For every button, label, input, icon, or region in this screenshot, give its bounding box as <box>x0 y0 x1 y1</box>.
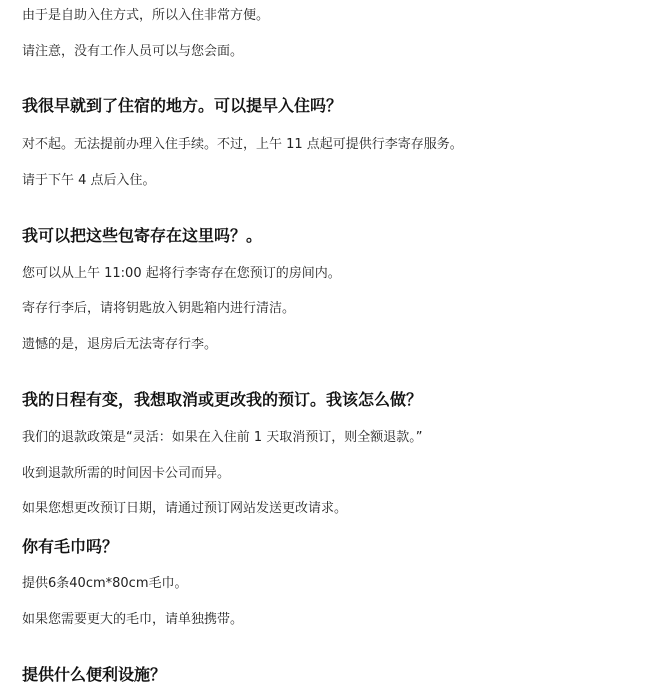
question-luggage-storage: 我可以把这些包寄存在这里吗？。 <box>22 226 263 245</box>
answer-luggage-storage-3: 遗憾的是，退房后无法寄存行李。 <box>22 337 218 352</box>
answer-early-checkin-2: 请于下午 4 点后入住。 <box>22 173 156 188</box>
answer-luggage-storage-2: 寄存行李后，请将钥匙放入钥匙箱内进行清洁。 <box>22 301 296 316</box>
answer-cancel-change-3: 如果您想更改预订日期，请通过预订网站发送更改请求。 <box>22 501 348 516</box>
question-towels: 你有毛巾吗？ <box>22 537 119 556</box>
answer-towels-2: 如果您需要更大的毛巾，请单独携带。 <box>22 612 244 627</box>
question-early-checkin: 我很早就到了住宿的地方。可以提早入住吗？ <box>22 96 343 115</box>
intro-line-2: 请注意，没有工作人员可以与您会面。 <box>22 44 244 59</box>
answer-early-checkin-1: 对不起。无法提前办理入住手续。不过，上午 11 点起可提供行李寄存服务。 <box>22 137 463 152</box>
question-amenities: 提供什么便利设施？ <box>22 665 167 684</box>
question-cancel-change: 我的日程有变，我想取消或更改我的预订。我该怎么做？ <box>22 390 423 409</box>
answer-towels-1: 提供6条40cm*80cm毛巾。 <box>22 576 188 591</box>
answer-luggage-storage-1: 您可以从上午 11:00 起将行李寄存在您预订的房间内。 <box>22 266 341 281</box>
answer-cancel-change-1: 我们的退款政策是“灵活：如果在入住前 1 天取消预订，则全额退款。” <box>22 430 423 445</box>
intro-line-1: 由于是自助入住方式，所以入住非常方便。 <box>22 8 270 23</box>
answer-cancel-change-2: 收到退款所需的时间因卡公司而异。 <box>22 466 231 481</box>
